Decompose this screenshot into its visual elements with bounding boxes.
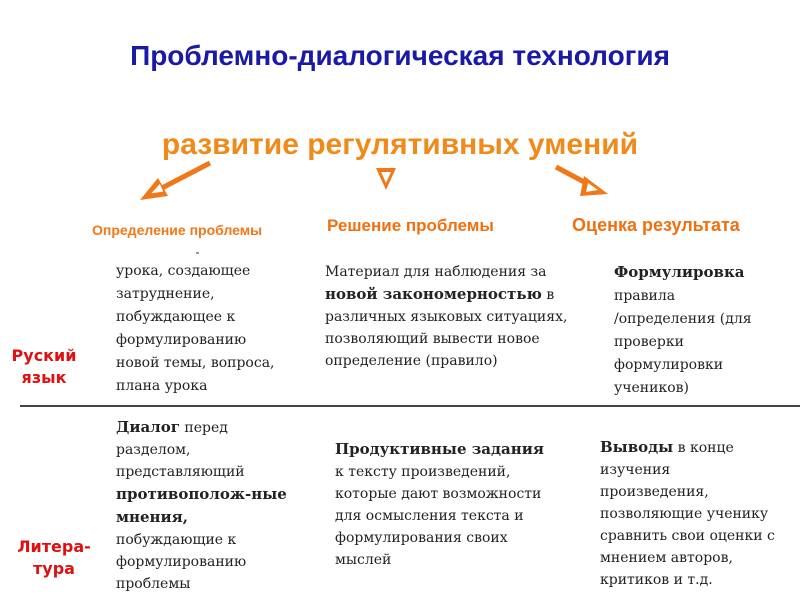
arrow-center-icon [376,168,396,190]
arrow-left-icon [140,163,210,200]
cell-text: побуждающие к формулированию проблемы [116,532,247,592]
slide-subtitle: развитие регулятивных умений [161,128,639,161]
cell-text: к тексту произведений, которые дают возможности для осмысления текста и формулирования своих мыслей [335,464,542,568]
cell-text-bold: Продуктивные задания [335,440,544,458]
cell-text-bold: противополож-ные мнения, [116,485,287,526]
cell-text-bold: Выводы [600,438,674,456]
row-label-russian: Руский язык [11,346,77,387]
cell-text: Материал для наблюдения за [325,264,547,280]
row-divider [20,405,800,407]
arrow-right-icon [556,167,608,196]
cell-literature-definition [116,416,316,595]
cell-literature-evaluation [600,436,800,591]
cell-literature-solution [335,438,590,571]
slide-title: Проблемно-диалогическая технология [130,40,670,71]
cell-text-bold: Формулировка [614,263,745,281]
cell-text: в конце изучения произведения, позволяющие ученику сравнить свои оценки с мнением авторов, критиков и т.д. [600,440,775,588]
small-mark [196,252,199,254]
cell-text: в различных языковых ситуациях, позволяющий вывести новое определение (правило) [325,287,568,369]
cell-text-bold: новой закономерностью [325,285,542,303]
cell-text: перед разделом, представляющий [116,420,245,480]
row-label-literature: Литера- тура [17,537,91,578]
cell-text-bold: Диалог [116,418,180,436]
column-header-evaluation: Оценка результата [572,215,740,235]
cell-russian-definition: урока, создающее затруднение, побуждающее к формулированию новой темы, вопроса, плана урока [116,263,275,394]
cell-text: правила /определения (для проверки формулировки учеников) [614,288,752,396]
cell-russian-evaluation [614,261,794,400]
cell-russian-solution [325,261,585,372]
column-header-definition: Определение проблемы [92,222,263,238]
column-header-solution: Решение проблемы [327,216,494,235]
